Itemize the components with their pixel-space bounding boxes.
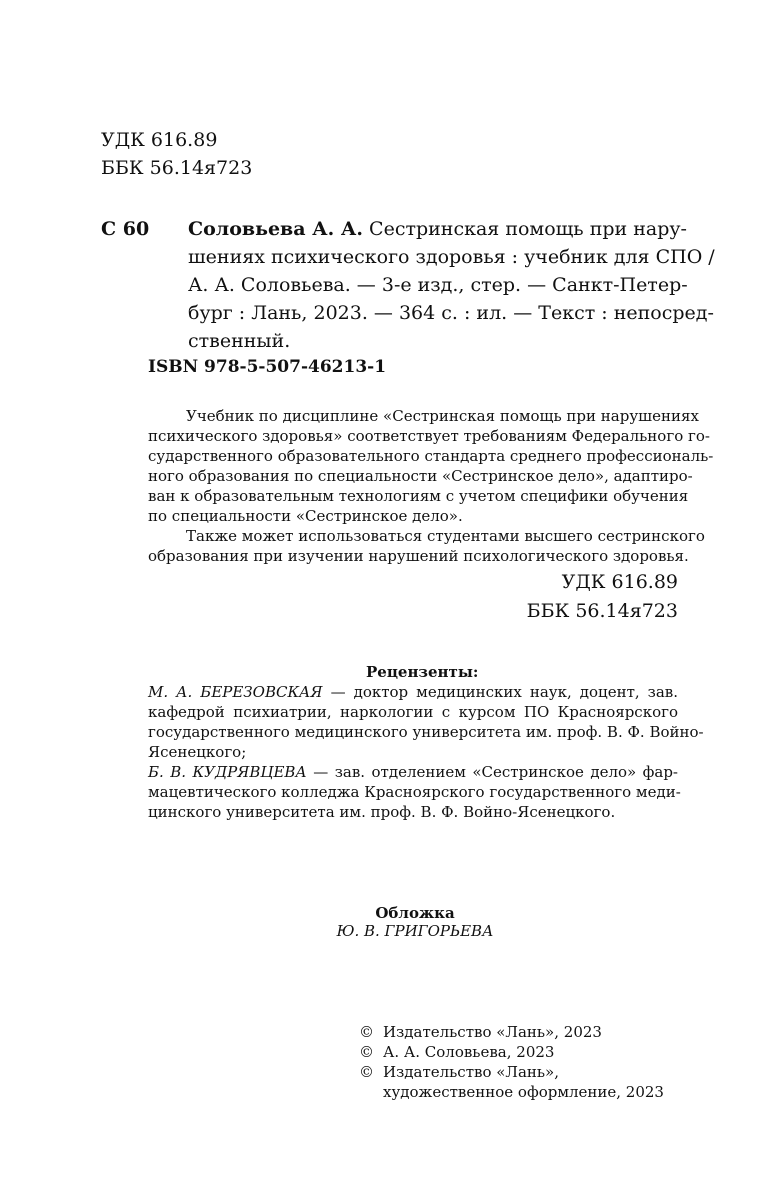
copyright-line: © Издательство «Лань», xyxy=(359,1063,560,1081)
annotation-line: ного образования по специальности «Сестринское дело», адаптиро- xyxy=(148,467,693,485)
bbk-code: ББК 56.14я723 xyxy=(101,157,253,179)
bib-line-5: ственный. xyxy=(188,330,291,352)
bib-line-4: бург : Лань, 2023. — 364 с. : ил. — Текст : непосред- xyxy=(188,302,714,324)
copyright-line: © А. А. Соловьева, 2023 xyxy=(359,1043,555,1061)
udk-code: УДК 616.89 xyxy=(101,129,218,151)
reviewer-line xyxy=(148,762,678,782)
annotation-line: образования при изучении нарушений психологического здоровья. xyxy=(148,547,689,565)
isbn: ISBN 978-5-507-46213-1 xyxy=(148,357,387,377)
annotation-line: ван к образовательным технологиям с учетом специфики обучения xyxy=(148,487,689,505)
copyright-icon: © xyxy=(359,1023,374,1041)
reviewer-line: Ясенецкого; xyxy=(148,743,247,761)
reviewers-list xyxy=(148,682,704,822)
reviewers-heading: Рецензенты: xyxy=(366,663,479,681)
annotation-line: Учебник по дисциплине «Сестринская помощь при нарушениях xyxy=(186,407,699,425)
reviewer-2-text: — зав. отделением «Сестринское дело» фар- xyxy=(306,763,678,781)
bibliographic-record xyxy=(188,215,715,355)
reviewer-line: кафедрой психиатрии, наркологии с курсом ПО Красноярского xyxy=(148,703,678,721)
annotation-line: психического здоровья» соответствует требованиям Федерального го- xyxy=(148,427,710,445)
bib-line-1 xyxy=(188,215,687,243)
reviewer-line xyxy=(148,682,678,702)
annotation-line: сударственного образовательного стандарта среднего профессиональ- xyxy=(148,447,714,465)
reviewer-line: цинского университета им. проф. В. Ф. Войно-Ясенецкого. xyxy=(148,803,616,821)
author-name: Соловьева А. А. xyxy=(188,218,363,240)
reviewer-line: государственного медицинского университета им. проф. В. Ф. Войно- xyxy=(148,723,704,741)
author-code: С 60 xyxy=(101,218,150,240)
cover-label: Обложка xyxy=(375,904,455,922)
reviewer-2-name: Б. В. КУДРЯВЦЕВА xyxy=(148,763,307,781)
bib-line-3: А. А. Соловьева. — 3-е изд., стер. — Санкт-Петер- xyxy=(188,274,688,296)
bbk-code-right: ББК 56.14я723 xyxy=(526,600,678,622)
copyright-block xyxy=(359,1022,664,1102)
copyright-line: © Издательство «Лань», 2023 xyxy=(359,1023,602,1041)
copyright-icon: © xyxy=(359,1063,374,1081)
cover-designer: Ю. В. ГРИГОРЬЕВА xyxy=(336,922,494,940)
reviewer-line: мацевтического колледжа Красноярского государственного меди- xyxy=(148,783,681,801)
reviewer-1-name: М. А. БЕРЕЗОВСКАЯ xyxy=(148,683,323,701)
bib-line-2: шениях психического здоровья : учебник для СПО / xyxy=(188,246,715,268)
copyright-line: художественное оформление, 2023 xyxy=(383,1083,664,1101)
copyright-icon: © xyxy=(359,1043,374,1061)
reviewer-1-text: — доктор медицинских наук, доцент, зав. xyxy=(322,683,678,701)
bib-title: Сестринская помощь при нару- xyxy=(369,218,687,240)
annotation-line: Также может использоваться студентами высшего сестринского xyxy=(186,527,705,545)
udk-code-right: УДК 616.89 xyxy=(561,571,678,593)
annotation xyxy=(148,406,714,566)
annotation-line: по специальности «Сестринское дело». xyxy=(148,507,463,525)
